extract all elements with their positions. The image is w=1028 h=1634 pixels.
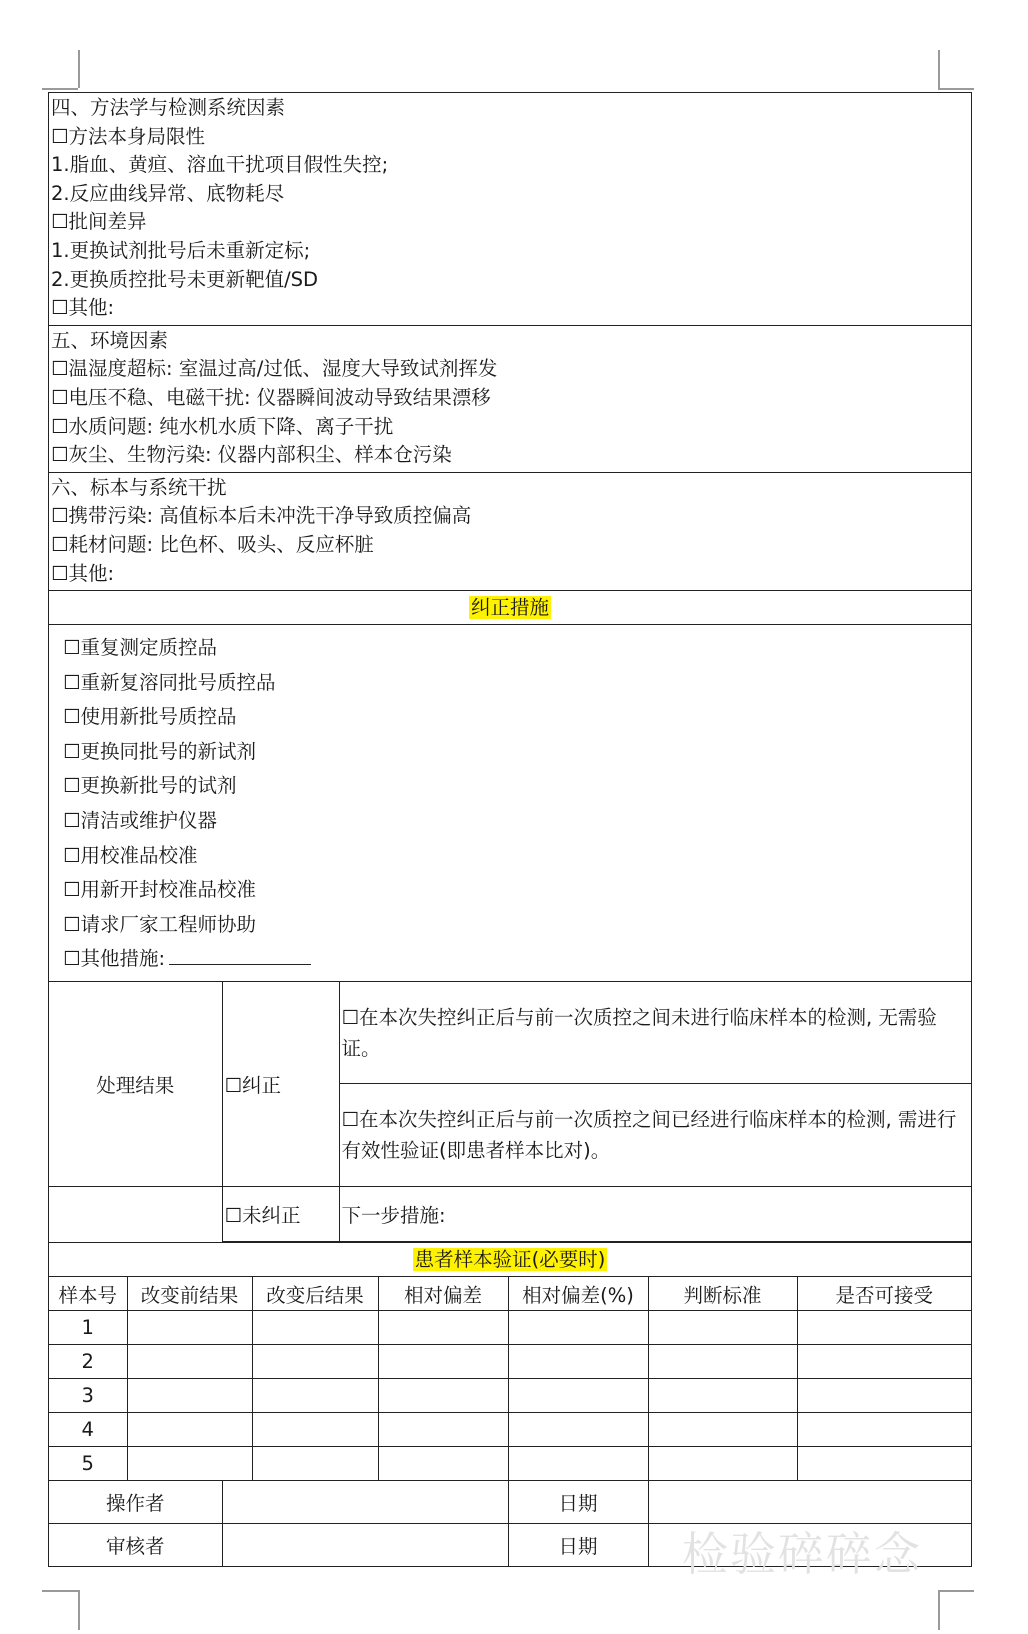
corrective-title-row	[49, 591, 971, 625]
table-cell[interactable]	[648, 1447, 797, 1481]
result-label: 处理结果	[49, 982, 222, 1187]
empty-cell	[49, 1187, 222, 1242]
checkbox-no-verification[interactable]: ☐在本次失控纠正后与前一次质控之间未进行临床样本的检测, 无需验证。	[339, 982, 971, 1084]
table-cell[interactable]	[648, 1379, 797, 1413]
checkbox-item[interactable]: ☐温湿度超标: 室温过高/过低、湿度大导致试剂挥发	[51, 357, 498, 381]
verification-table	[49, 1277, 971, 1481]
table-cell[interactable]	[127, 1379, 252, 1413]
corrective-options	[49, 625, 971, 982]
table-cell[interactable]	[127, 1345, 252, 1379]
crop-mark	[938, 50, 940, 88]
table-cell[interactable]	[378, 1379, 508, 1413]
table-cell[interactable]	[648, 1413, 797, 1447]
sample-number: 5	[49, 1447, 127, 1481]
crop-mark	[42, 88, 78, 90]
table-cell[interactable]	[508, 1311, 648, 1345]
table-row	[49, 1413, 971, 1447]
table-cell[interactable]	[797, 1311, 971, 1345]
corrective-title: 纠正措施	[470, 596, 549, 620]
list-item: 1.脂血、黄疸、溶血干扰项目假性失控;	[51, 153, 389, 177]
verification-title-row	[49, 1242, 971, 1277]
next-step-label[interactable]: 下一步措施:	[339, 1187, 971, 1242]
watermark-text: 检验碎碎念	[682, 1527, 922, 1581]
column-header: 相对偏差(%)	[508, 1277, 648, 1311]
other-measures-row	[63, 942, 971, 977]
table-cell[interactable]	[127, 1447, 252, 1481]
checkbox-item[interactable]: ☐电压不稳、电磁干扰: 仪器瞬间波动导致结果漂移	[51, 385, 491, 409]
column-header: 相对偏差	[378, 1277, 508, 1311]
section-heading: 六、标本与系统干扰	[51, 475, 227, 499]
date-label: 日期	[508, 1524, 648, 1567]
table-cell[interactable]	[508, 1447, 648, 1481]
crop-mark	[78, 1590, 80, 1630]
checkbox-item[interactable]: ☐其他:	[51, 296, 115, 320]
list-item: 2.反应曲线异常、底物耗尽	[51, 181, 285, 205]
table-cell[interactable]	[252, 1447, 378, 1481]
table-row	[49, 1447, 971, 1481]
checkbox-item[interactable]: ☐携带污染: 高值标本后未冲洗干净导致质控偏高	[51, 504, 472, 528]
column-header: 是否可接受	[797, 1277, 971, 1311]
table-row	[49, 1311, 971, 1345]
table-cell[interactable]	[797, 1379, 971, 1413]
table-cell[interactable]	[252, 1311, 378, 1345]
column-header: 判断标准	[648, 1277, 797, 1311]
other-measures-blank[interactable]	[169, 946, 311, 965]
checkbox-item[interactable]: ☐批间差异	[51, 210, 147, 234]
section-heading: 五、环境因素	[51, 328, 169, 352]
checkbox-corrected[interactable]: ☐纠正	[222, 982, 339, 1187]
table-cell[interactable]	[252, 1413, 378, 1447]
checkbox-item[interactable]: ☐耗材问题: 比色杯、吸头、反应杯脏	[51, 532, 374, 556]
checkbox-item[interactable]: ☐清洁或维护仪器	[63, 809, 217, 833]
crop-mark	[938, 1590, 974, 1592]
checkbox-item[interactable]: ☐用新开封校准品校准	[63, 878, 256, 902]
checkbox-item[interactable]: ☐使用新批号质控品	[63, 705, 237, 729]
table-cell[interactable]	[127, 1311, 252, 1345]
verification-title: 患者样本验证(必要时)	[414, 1248, 606, 1272]
checkbox-needs-verification[interactable]: ☐在本次失控纠正后与前一次质控之间已经进行临床样本的检测, 需进行有效性验证(即患者样本比对)。	[339, 1084, 971, 1187]
column-header: 改变后结果	[252, 1277, 378, 1311]
column-header: 样本号	[49, 1277, 127, 1311]
checkbox-item[interactable]: ☐请求厂家工程师协助	[63, 912, 256, 936]
section-specimen	[49, 473, 971, 591]
reviewer-label: 审核者	[49, 1524, 222, 1567]
reviewer-field[interactable]	[222, 1524, 508, 1567]
sample-number: 3	[49, 1379, 127, 1413]
qc-form	[48, 92, 972, 1567]
section-environment	[49, 326, 971, 473]
sample-number: 1	[49, 1311, 127, 1345]
checkbox-item[interactable]: ☐灰尘、生物污染: 仪器内部积尘、样本仓污染	[51, 443, 452, 467]
sample-number: 4	[49, 1413, 127, 1447]
list-item: 1.更换试剂批号后未重新定标;	[51, 238, 311, 262]
checkbox-item[interactable]: ☐更换同批号的新试剂	[63, 739, 256, 763]
crop-mark	[42, 1590, 78, 1592]
table-cell[interactable]	[648, 1345, 797, 1379]
table-cell[interactable]	[378, 1413, 508, 1447]
table-cell[interactable]	[797, 1413, 971, 1447]
checkbox-not-corrected[interactable]: ☐未纠正	[222, 1187, 339, 1242]
operator-label: 操作者	[49, 1481, 222, 1524]
checkbox-item[interactable]: ☐其他措施:	[63, 947, 166, 971]
table-row	[49, 1379, 971, 1413]
crop-mark	[938, 1590, 940, 1630]
operator-field[interactable]	[222, 1481, 508, 1524]
column-header: 改变前结果	[127, 1277, 252, 1311]
crop-mark	[78, 50, 80, 88]
checkbox-item[interactable]: ☐重复测定质控品	[63, 636, 217, 660]
table-cell[interactable]	[378, 1311, 508, 1345]
table-cell[interactable]	[378, 1345, 508, 1379]
table-cell[interactable]	[797, 1447, 971, 1481]
table-cell[interactable]	[378, 1447, 508, 1481]
checkbox-item[interactable]: ☐重新复溶同批号质控品	[63, 670, 276, 694]
section-heading: 四、方法学与检测系统因素	[51, 96, 286, 119]
table-header-row	[49, 1277, 971, 1311]
table-cell[interactable]	[508, 1345, 648, 1379]
result-table	[49, 982, 971, 1242]
table-cell[interactable]	[797, 1345, 971, 1379]
table-cell[interactable]	[252, 1345, 378, 1379]
table-cell[interactable]	[252, 1379, 378, 1413]
table-cell[interactable]	[648, 1311, 797, 1345]
crop-mark	[938, 88, 974, 90]
sample-number: 2	[49, 1345, 127, 1379]
list-item: 2.更换质控批号未更新靶值/SD	[51, 267, 319, 291]
checkbox-item[interactable]: ☐其他:	[51, 561, 115, 585]
section-methodology	[49, 93, 971, 326]
date-label: 日期	[508, 1481, 648, 1524]
table-row	[49, 1345, 971, 1379]
table-cell[interactable]	[127, 1413, 252, 1447]
table-cell[interactable]	[508, 1379, 648, 1413]
table-cell[interactable]	[508, 1413, 648, 1447]
checkbox-item[interactable]: ☐水质问题: 纯水机水质下降、离子干扰	[51, 414, 394, 438]
checkbox-item[interactable]: ☐用校准品校准	[63, 843, 198, 867]
checkbox-item[interactable]: ☐更换新批号的试剂	[63, 774, 237, 798]
checkbox-item[interactable]: ☐方法本身局限性	[51, 124, 205, 148]
